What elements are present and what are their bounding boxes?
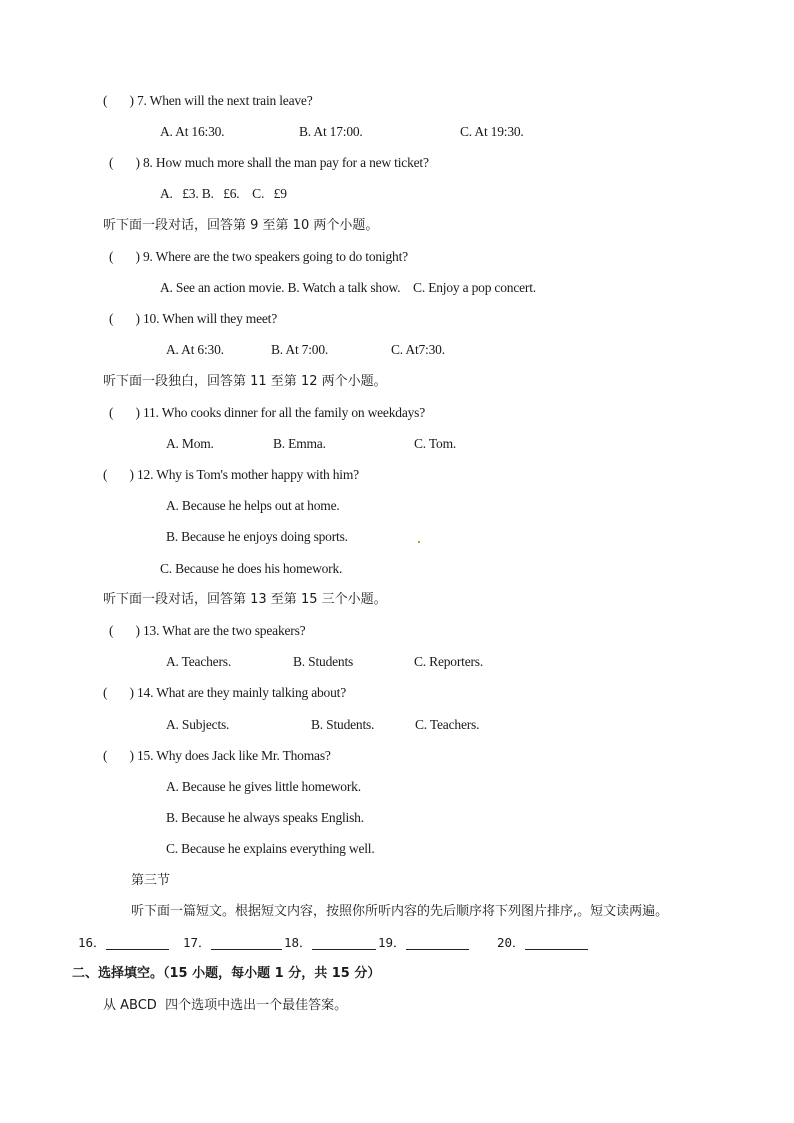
section-3-title: 第三节 — [131, 873, 171, 888]
q12-option-b: B. Because he enjoys doing sports. — [166, 529, 348, 544]
q11-option-a: A. Mom. — [166, 436, 214, 451]
q10-option-a: A. At 6:30. — [166, 342, 224, 357]
question-8-stem: ( ) 8. How much more shall the man pay for a new ticket? — [109, 155, 429, 170]
blank-19-line[interactable] — [406, 949, 469, 950]
blank-19-label: 19． — [378, 935, 406, 950]
q14-option-c: C. Teachers. — [415, 717, 480, 732]
section-9-10-instruction: 听下面一段对话，回答第 9 至第 10 两个小题。 — [103, 218, 379, 233]
q9-options: A. See an action movie. B. Watch a talk show. C. Enjoy a pop concert. — [160, 280, 536, 295]
question-15-stem: ( ) 15. Why does Jack like Mr. Thomas? — [103, 748, 331, 763]
blank-18-line[interactable] — [312, 949, 376, 950]
q13-option-b: B. Students — [293, 654, 354, 669]
q11-option-b: B. Emma. — [273, 436, 326, 451]
q7-option-b: B. At 17:00. — [299, 124, 363, 139]
q12-option-a: A. Because he helps out at home. — [166, 498, 340, 513]
part-2-instruction: 从 ABCD 四个选项中选出一个最佳答案。 — [103, 998, 348, 1013]
question-13-stem: ( ) 13. What are the two speakers? — [109, 623, 306, 638]
blank-16-label: 16． — [78, 935, 106, 950]
q10-option-b: B. At 7:00. — [271, 342, 329, 357]
q13-option-a: A. Teachers. — [166, 654, 232, 669]
blank-16-line[interactable] — [106, 949, 169, 950]
blank-20-line[interactable] — [525, 949, 588, 950]
section-3-instruction: 听下面一篇短文。根据短文内容，按照你所听内容的先后顺序将下列图片排序,。短文读两遍。 — [131, 904, 669, 919]
blank-20-label: 20． — [497, 935, 525, 950]
question-14-stem: ( ) 14. What are they mainly talking about? — [103, 685, 347, 700]
question-7-stem: ( ) 7. When will the next train leave? — [103, 93, 313, 108]
question-9-stem: ( ) 9. Where are the two speakers going to do tonight? — [109, 249, 408, 264]
q15-option-b: B. Because he always speaks English. — [166, 810, 364, 825]
question-11-stem: ( ) 11. Who cooks dinner for all the family on weekdays? — [109, 405, 426, 420]
q14-option-a: A. Subjects. — [166, 717, 230, 732]
q7-option-a: A. At 16:30. — [160, 124, 225, 139]
q15-option-c: C. Because he explains everything well. — [166, 841, 375, 856]
stray-mark — [418, 541, 420, 543]
blank-17-line[interactable] — [211, 949, 282, 950]
part-2-title: 二、选择填空。（15 小题，每小题 1 分，共 15 分） — [72, 966, 381, 981]
q7-option-c: C. At 19:30. — [460, 124, 524, 139]
blank-18-label: 18． — [284, 935, 312, 950]
q14-option-b: B. Students. — [311, 717, 375, 732]
question-10-stem: ( ) 10. When will they meet? — [109, 311, 278, 326]
q15-option-a: A. Because he gives little homework. — [166, 779, 361, 794]
q12-option-c: C. Because he does his homework. — [160, 561, 343, 576]
q10-option-c: C. At7:30. — [391, 342, 445, 357]
question-12-stem: ( ) 12. Why is Tom's mother happy with him? — [103, 467, 359, 482]
section-13-15-instruction: 听下面一段对话，回答第 13 至第 15 三个小题。 — [103, 592, 387, 607]
section-11-12-instruction: 听下面一段独白，回答第 11 至第 12 两个小题。 — [103, 374, 387, 389]
blank-17-label: 17． — [183, 935, 211, 950]
q11-option-c: C. Tom. — [414, 436, 457, 451]
q13-option-c: C. Reporters. — [414, 654, 484, 669]
q8-options: A. £3. B. £6. C. £9 — [160, 186, 287, 201]
